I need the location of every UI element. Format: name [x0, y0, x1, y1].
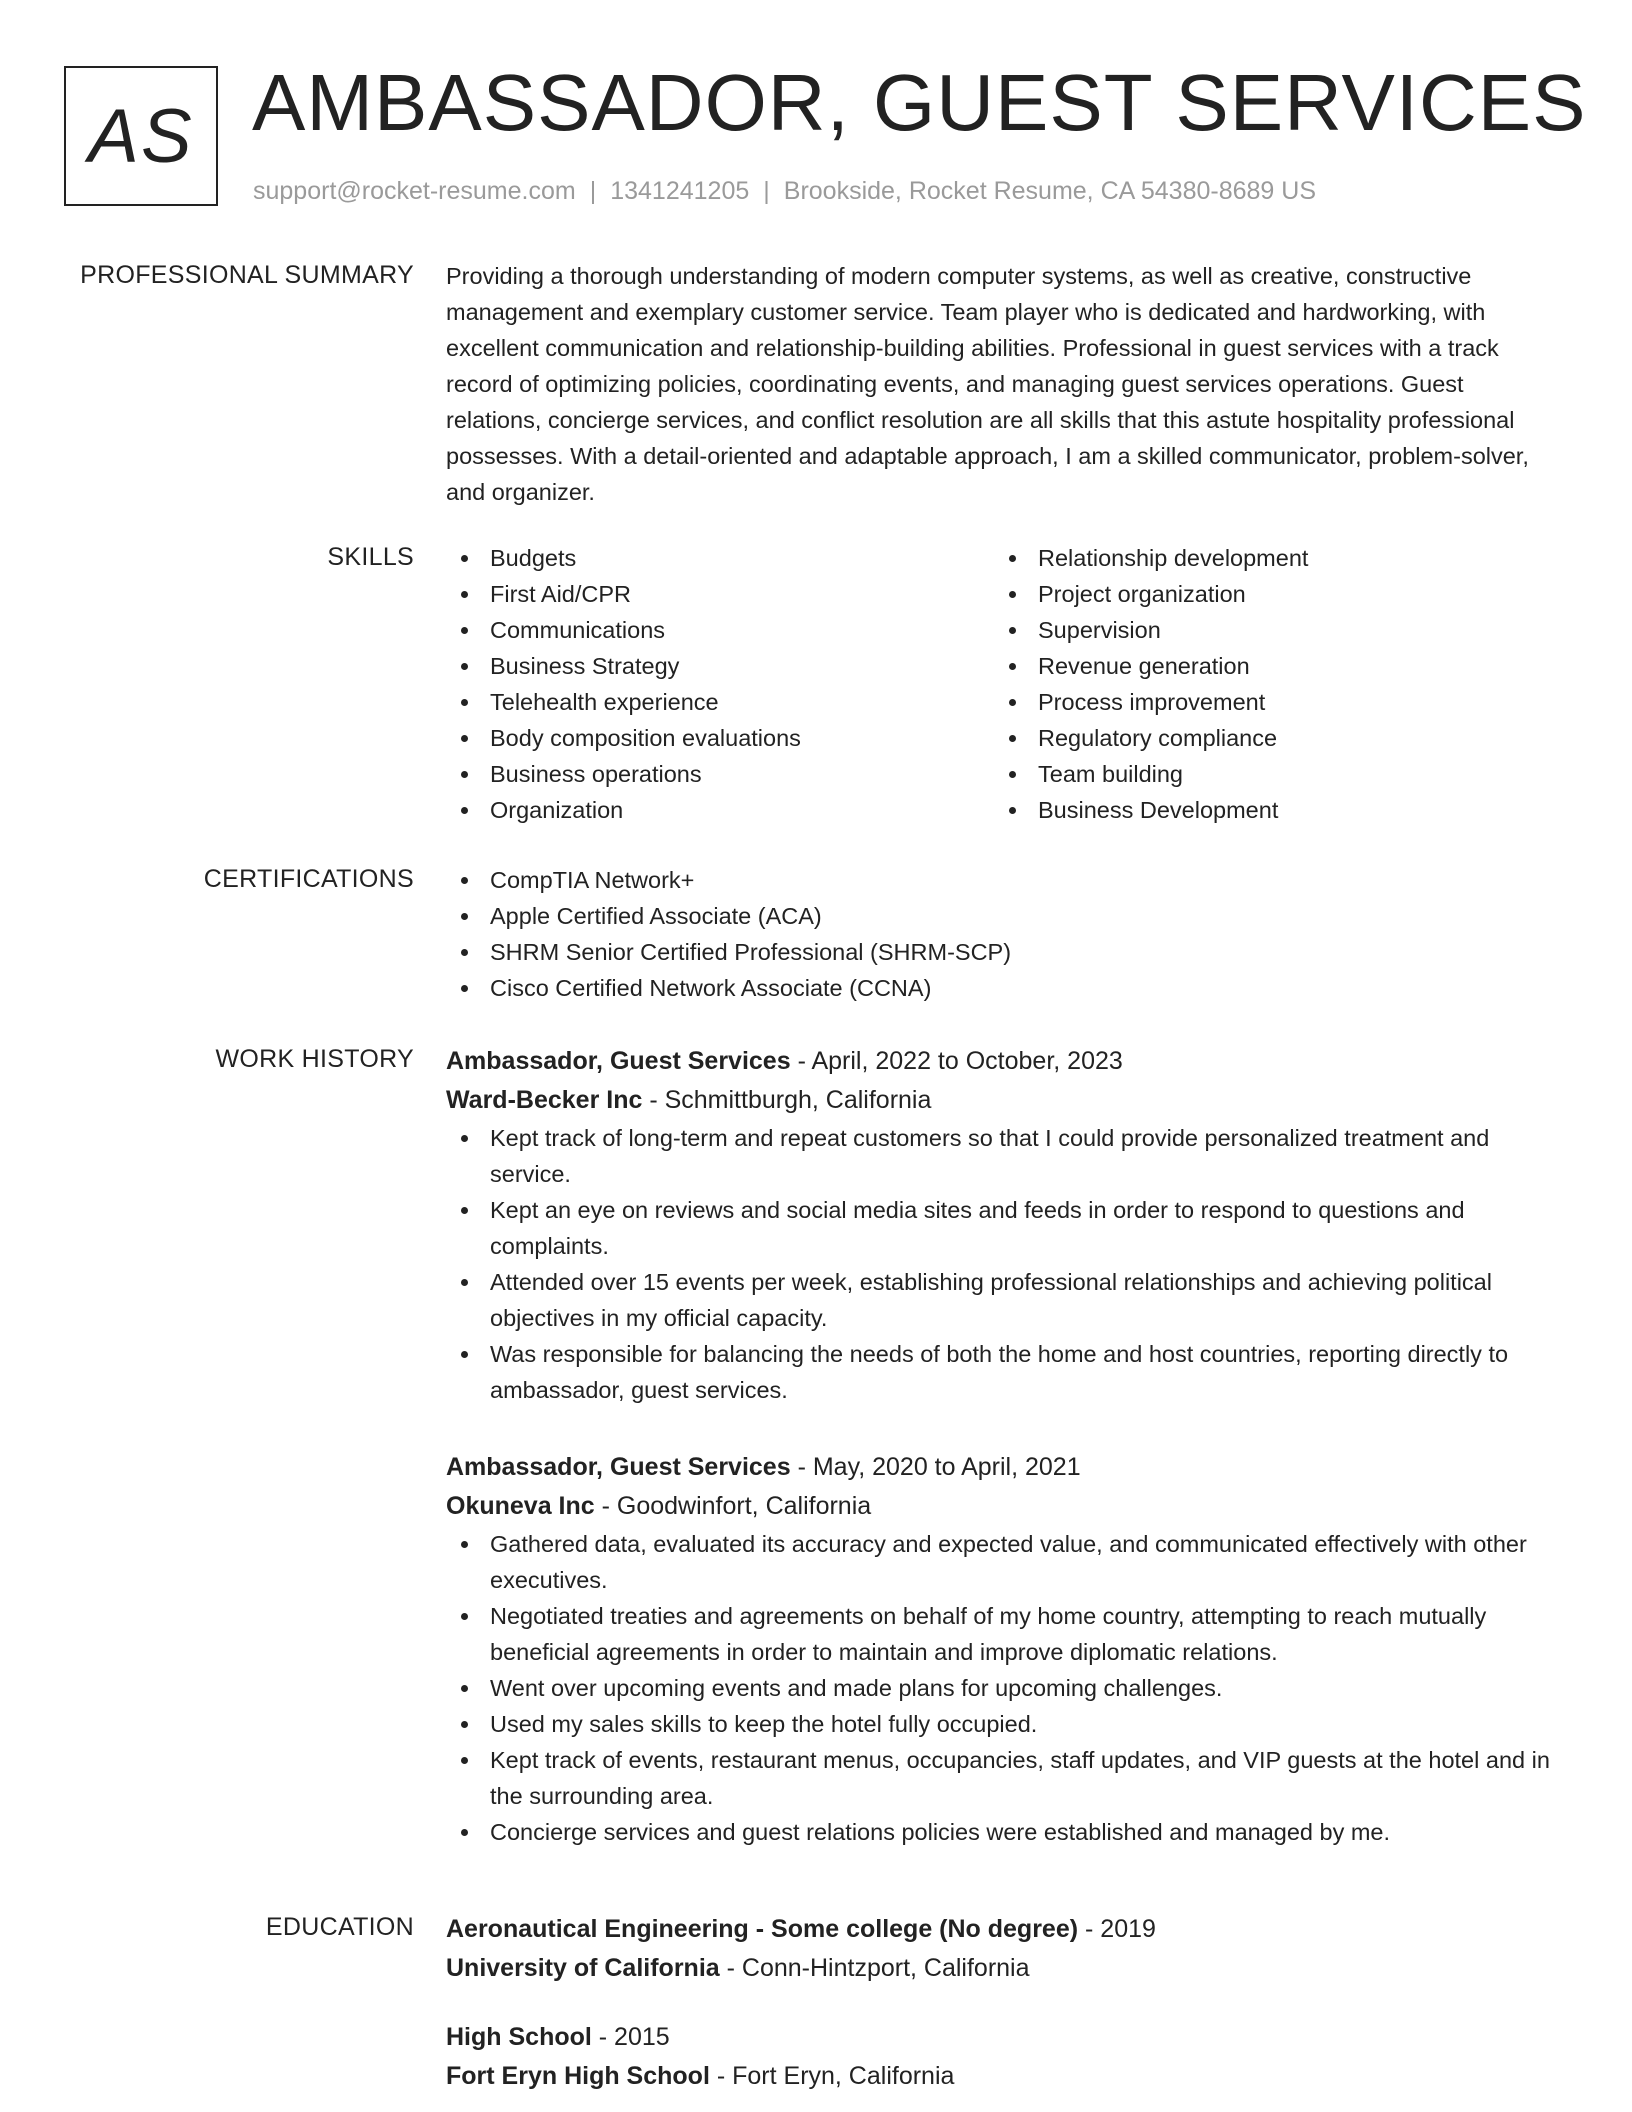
- job-duty-item: Went over upcoming events and made plans for upcoming challenges.: [446, 1670, 1560, 1706]
- job-entry: [446, 1448, 1560, 1850]
- skill-item: Body composition evaluations: [446, 720, 994, 756]
- job-company: Okuneva Inc: [446, 1492, 595, 1520]
- education-degree: Aeronautical Engineering - Some college (No degree): [446, 1915, 1079, 1943]
- education-degree-line: [446, 2018, 1560, 2056]
- contact-separator: |: [589, 177, 597, 205]
- job-duties-list: [446, 1120, 1560, 1408]
- education-entry: [446, 1910, 1560, 1988]
- job-title-line: [446, 1448, 1560, 1486]
- job-duty-item: Negotiated treaties and agreements on behalf of my home country, attempting to reach mutually beneficial agreements in order to maintain and improve diplomatic relations.: [446, 1598, 1560, 1670]
- contact-email[interactable]: support@rocket-resume.com: [253, 177, 576, 205]
- job-entry: [446, 1042, 1560, 1408]
- skill-item: Regulatory compliance: [994, 720, 1542, 756]
- job-company: Ward-Becker Inc: [446, 1086, 643, 1114]
- summary-body: [446, 258, 1560, 510]
- job-duty-item: Kept an eye on reviews and social media sites and feeds in order to respond to questions and complaints.: [446, 1192, 1560, 1264]
- job-location: - Goodwinfort, California: [594, 1492, 872, 1520]
- job-title: Ambassador, Guest Services: [446, 1453, 791, 1481]
- job-dates: - April, 2022 to October, 2023: [790, 1047, 1123, 1075]
- skill-item: Telehealth experience: [446, 684, 994, 720]
- education-year: - 2019: [1078, 1915, 1156, 1943]
- education-school: University of California: [446, 1954, 720, 1982]
- certification-item: Apple Certified Associate (ACA): [446, 898, 1560, 934]
- education-school: Fort Eryn High School: [446, 2062, 710, 2090]
- job-duty-item: Kept track of long-term and repeat customers so that I could provide personalized treatment and service.: [446, 1120, 1560, 1192]
- skill-item: Business Development: [994, 792, 1542, 828]
- certification-item: CompTIA Network+: [446, 862, 1560, 898]
- contact-separator: |: [763, 177, 770, 205]
- education-degree-line: [446, 1910, 1560, 1948]
- work-history-body: [446, 1042, 1560, 1850]
- skill-item: Team building: [994, 756, 1542, 792]
- summary-text: Providing a thorough understanding of modern computer systems, as well as creative, constructive management and exemplary customer service. Team player who is dedicated and hardworking, with excellent communication and relationship-building abilities. Professional in guest services with a track record of optimizing policies, coordinating events, and managing guest services operations. Guest relations, concierge services, and conflict resolution are all skills that this astute hospitality professional possesses. With a detail-oriented and adaptable approach, I am a skilled communicator, problem-solver, and organizer.: [446, 263, 1529, 505]
- job-duty-item: Was responsible for balancing the needs of both the home and host countries, reporting directly to ambassador, guest services.: [446, 1336, 1560, 1408]
- section-label-education: EDUCATION: [265, 1913, 414, 1941]
- job-duty-item: Gathered data, evaluated its accuracy and expected value, and communicated effectively with other executives.: [446, 1526, 1560, 1598]
- skill-item: Project organization: [994, 576, 1542, 612]
- job-dates: - May, 2020 to April, 2021: [790, 1453, 1081, 1481]
- contact-line: [253, 176, 1316, 206]
- education-school-line: [446, 1948, 1560, 1988]
- education-year: - 2015: [591, 2023, 670, 2051]
- skill-item: First Aid/CPR: [446, 576, 994, 612]
- skills-body: [446, 540, 1560, 828]
- education-location: - Fort Eryn, California: [709, 2062, 955, 2090]
- certification-item: Cisco Certified Network Associate (CCNA): [446, 970, 1560, 1006]
- skill-item: Organization: [446, 792, 994, 828]
- skill-item: Supervision: [994, 612, 1542, 648]
- job-company-line: [446, 1080, 1560, 1120]
- skill-item: Relationship development: [994, 540, 1542, 576]
- certifications-list: [446, 862, 1560, 1006]
- contact-phone[interactable]: 1341241205: [610, 177, 750, 205]
- job-duty-item: Used my sales skills to keep the hotel fully occupied.: [446, 1706, 1560, 1742]
- education-body: [446, 1910, 1560, 2096]
- monogram-initials: AS: [64, 66, 218, 206]
- skill-item: Business operations: [446, 756, 994, 792]
- education-entry: [446, 2018, 1560, 2096]
- skill-item: Revenue generation: [994, 648, 1542, 684]
- job-title-line: [446, 1042, 1560, 1080]
- job-location: - Schmittburgh, California: [642, 1086, 932, 1114]
- certifications-body: [446, 862, 1560, 1006]
- contact-address: Brookside, Rocket Resume, CA 54380-8689 US: [783, 177, 1316, 205]
- skill-item: Budgets: [446, 540, 994, 576]
- job-company-line: [446, 1486, 1560, 1526]
- job-duty-item: Concierge services and guest relations policies were established and managed by me.: [446, 1814, 1560, 1850]
- skill-item: Communications: [446, 612, 994, 648]
- page-title: AMBASSADOR, GUEST SERVICES: [252, 58, 1587, 147]
- section-label-skills: SKILLS: [327, 543, 414, 571]
- section-label-work-history: WORK HISTORY: [215, 1045, 414, 1073]
- education-degree: High School: [446, 2023, 592, 2051]
- education-location: - Conn-Hintzport, California: [719, 1954, 1030, 1982]
- job-duties-list: [446, 1526, 1560, 1850]
- skill-item: Process improvement: [994, 684, 1542, 720]
- section-label-summary: PROFESSIONAL SUMMARY: [80, 261, 414, 289]
- skills-list-right: [994, 540, 1542, 828]
- section-label-certifications: CERTIFICATIONS: [203, 865, 414, 893]
- certification-item: SHRM Senior Certified Professional (SHRM-SCP): [446, 934, 1560, 970]
- skills-list-left: [446, 540, 994, 828]
- job-title: Ambassador, Guest Services: [446, 1047, 791, 1075]
- education-school-line: [446, 2056, 1560, 2096]
- skill-item: Business Strategy: [446, 648, 994, 684]
- job-duty-item: Attended over 15 events per week, establishing professional relationships and achieving political objectives in my official capacity.: [446, 1264, 1560, 1336]
- job-duty-item: Kept track of events, restaurant menus, occupancies, staff updates, and VIP guests at the hotel and in the surrounding area.: [446, 1742, 1560, 1814]
